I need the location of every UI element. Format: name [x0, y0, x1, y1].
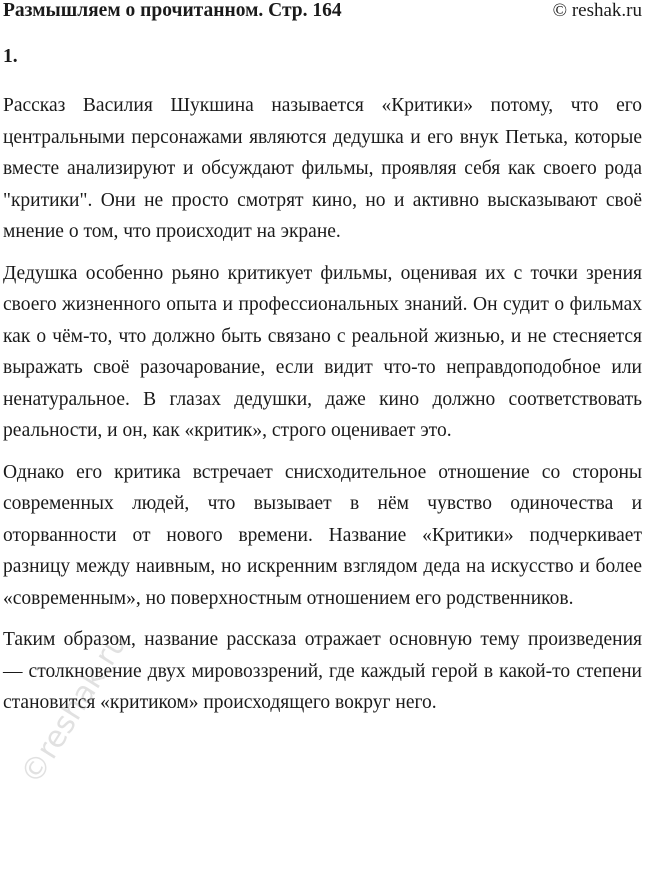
page-title: Размышляем о прочитанном. Стр. 164: [3, 0, 342, 21]
task-number: 1.: [3, 46, 18, 67]
paragraph-1: Рассказ Василия Шукшина называется «Критики» потому, что его центральными персонажами являются дедушка и его внук Петька, которые вместе анализируют и обсуждают фильмы, проявляя себя как своего рода "критики". Они не просто смотрят кино, но и активно высказывают своё мнение о том, что происходит на экране.: [3, 95, 642, 242]
paragraph-2: Дедушка особенно рьяно критикует фильмы, оценивая их с точки зрения своего жизненного опыта и профессиональных знаний. Он судит о фильмах как о чём-то, что должно быть связано с реальной жизнью, и не стесняется выражать своё разочарование, если видит что-то неправдоподобное или ненатуральное. В глазах дедушки, даже кино должно соответствовать реальности, и он, как «критик», строго оценивает это.: [3, 262, 642, 441]
paragraph-4: Таким образом, название рассказа отражает основную тему произведения — столкновение двух мировоззрений, где каждый герой в какой-то степени становится «критиком» происходящего вокруг него.: [3, 629, 642, 713]
paragraph-3: Однако его критика встречает снисходительное отношение со стороны современных людей, что вызывает в нём чувство одиночества и оторванности от нового времени. Название «Критики» подчеркивает разницу между наивным, но искренним взглядом деда на искусство и более «современным», но поверхностным отношением его родственников.: [3, 461, 642, 609]
answer-text: [3, 90, 642, 729]
watermark-logo: ©reshak.ru: [14, 626, 135, 791]
page-header: [3, 0, 642, 26]
copyright-notice: © reshak.ru: [552, 0, 642, 21]
